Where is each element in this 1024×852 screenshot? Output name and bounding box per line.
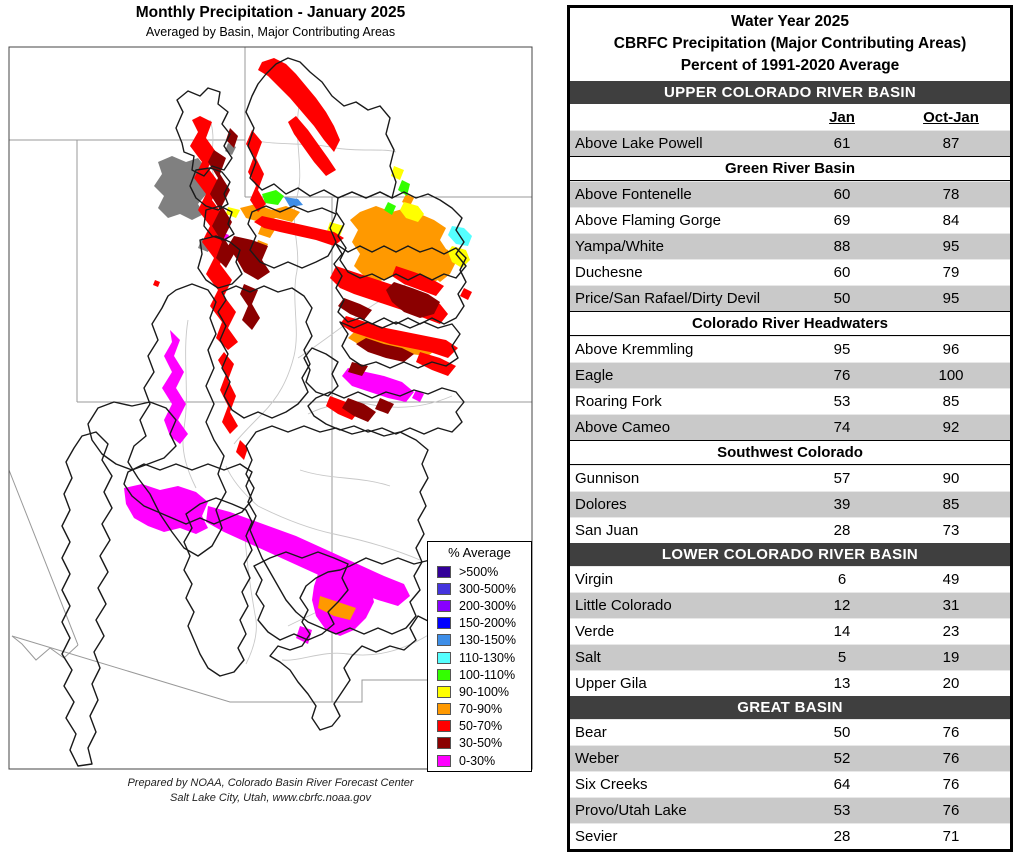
legend-swatch — [437, 755, 451, 767]
oct-jan-value: 100 — [938, 367, 964, 384]
basin-label: Eagle — [575, 367, 614, 384]
legend-label: 90-100% — [459, 684, 510, 699]
legend-item — [428, 649, 531, 666]
table-row — [570, 823, 1010, 849]
jan-value: 53 — [833, 802, 851, 819]
jan-value: 28 — [833, 828, 851, 845]
oct-jan-value: 85 — [942, 496, 960, 513]
jan-value: 61 — [833, 135, 851, 152]
jan-value: 12 — [833, 597, 851, 614]
legend-item — [428, 597, 531, 614]
basin-label: Weber — [575, 750, 619, 767]
legend-item — [428, 666, 531, 683]
legend-label: 100-110% — [459, 667, 516, 682]
legend-item — [428, 580, 531, 597]
table-row — [570, 181, 1010, 207]
legend-swatch — [437, 566, 451, 578]
jan-value: 95 — [833, 341, 851, 358]
table-row — [570, 566, 1010, 592]
table-row — [570, 285, 1010, 311]
jan-value: 64 — [833, 776, 851, 793]
oct-jan-value: 20 — [942, 675, 960, 692]
oct-jan-value: 95 — [942, 290, 960, 307]
table-row — [570, 336, 1010, 362]
legend-swatch — [437, 634, 451, 646]
jan-value: 88 — [833, 238, 851, 255]
oct-jan-value: 76 — [942, 724, 960, 741]
table-row — [570, 517, 1010, 543]
basin-label: Above Kremmling — [575, 341, 694, 358]
jan-value: 53 — [833, 393, 851, 410]
oct-jan-value: 19 — [942, 649, 960, 666]
legend-label: 110-130% — [459, 650, 516, 665]
jan-value: 50 — [833, 290, 851, 307]
oct-jan-value: 76 — [942, 802, 960, 819]
legend-swatch — [437, 686, 451, 698]
oct-jan-value: 79 — [942, 264, 960, 281]
map-subtitle: Averaged by Basin, Major Contributing Areas — [145, 25, 396, 39]
legend-label: 130-150% — [459, 633, 516, 648]
table-title — [570, 8, 1010, 81]
legend-label: 70-90% — [459, 702, 503, 717]
legend-label: 300-500% — [459, 581, 516, 596]
jan-value: 39 — [833, 496, 851, 513]
table-row — [570, 719, 1010, 745]
oct-jan-value: 49 — [942, 571, 960, 588]
map-footer-line2: Salt Lake City, Utah, www.cbrfc.noaa.gov — [170, 792, 371, 804]
basin-label: Above Lake Powell — [575, 135, 703, 152]
basin-label: Upper Gila — [575, 675, 647, 692]
basin-label: Bear — [575, 724, 607, 741]
oct-jan-value: 87 — [942, 135, 960, 152]
oct-jan-value: 92 — [942, 419, 960, 436]
legend-item — [428, 718, 531, 735]
legend-swatch — [437, 720, 451, 732]
table-row — [570, 797, 1010, 823]
basin-label: Yampa/White — [575, 238, 664, 255]
table-title-line1: Water Year 2025 — [730, 13, 850, 30]
legend-swatch — [437, 652, 451, 664]
precipitation-table — [567, 5, 1013, 852]
table-title-line3: Percent of 1991-2020 Average — [680, 57, 900, 74]
legend-label: 150-200% — [459, 616, 516, 631]
legend-label: 50-70% — [459, 719, 503, 734]
section-header-southwest-colorado: Southwest Colorado — [570, 440, 1010, 465]
legend-item — [428, 632, 531, 649]
section-band-upper-colorado: UPPER COLORADO RIVER BASIN — [570, 81, 1010, 104]
legend-swatch — [437, 600, 451, 612]
basin-label: Gunnison — [575, 470, 640, 487]
oct-jan-value: 31 — [942, 597, 960, 614]
basin-label: Salt — [575, 649, 601, 666]
jan-value: 14 — [833, 623, 851, 640]
basin-label: Price/San Rafael/Dirty Devil — [575, 290, 761, 307]
legend-label: 0-30% — [459, 753, 496, 768]
jan-value: 13 — [833, 675, 851, 692]
map-title: Monthly Precipitation - January 2025 — [135, 4, 406, 21]
legend-item — [428, 752, 531, 769]
legend-label: 200-300% — [459, 598, 516, 613]
table-row — [570, 207, 1010, 233]
basin-label: Verde — [575, 623, 615, 640]
basin-label: Duchesne — [575, 264, 643, 281]
jan-value: 6 — [837, 571, 847, 588]
basin-label: Above Fontenelle — [575, 186, 692, 203]
table-row — [570, 130, 1010, 156]
table-row — [570, 644, 1010, 670]
section-band-great-basin: GREAT BASIN — [570, 696, 1010, 719]
legend-item — [428, 563, 531, 580]
basin-label: Little Colorado — [575, 597, 672, 614]
column-header-row — [570, 104, 1010, 130]
legend-title: % Average — [448, 545, 511, 560]
oct-jan-value: 84 — [942, 212, 960, 229]
basin-label: Sevier — [575, 828, 618, 845]
oct-jan-value: 73 — [942, 522, 960, 539]
basin-label: Above Flaming Gorge — [575, 212, 721, 229]
table-row — [570, 745, 1010, 771]
legend-label: 30-50% — [459, 736, 503, 751]
table-row — [570, 259, 1010, 285]
jan-value: 76 — [833, 367, 851, 384]
section-band-lower-colorado: LOWER COLORADO RIVER BASIN — [570, 543, 1010, 566]
legend-swatch — [437, 617, 451, 629]
legend-swatch — [437, 703, 451, 715]
column-header-jan: Jan — [829, 108, 855, 126]
jan-value: 57 — [833, 470, 851, 487]
oct-jan-value: 96 — [942, 341, 960, 358]
jan-value: 69 — [833, 212, 851, 229]
table-row — [570, 465, 1010, 491]
jan-value: 52 — [833, 750, 851, 767]
basin-label: Roaring Fork — [575, 393, 662, 410]
table-row — [570, 388, 1010, 414]
jan-value: 60 — [833, 186, 851, 203]
oct-jan-value: 78 — [942, 186, 960, 203]
basin-label: San Juan — [575, 522, 639, 539]
table-row — [570, 592, 1010, 618]
jan-value: 5 — [837, 649, 847, 666]
oct-jan-value: 76 — [942, 750, 960, 767]
table-row — [570, 618, 1010, 644]
legend-item — [428, 683, 531, 700]
jan-value: 28 — [833, 522, 851, 539]
jan-value: 74 — [833, 419, 851, 436]
oct-jan-value: 90 — [942, 470, 960, 487]
legend-label: >500% — [459, 564, 499, 579]
legend-item — [428, 735, 531, 752]
section-header-green-river: Green River Basin — [570, 156, 1010, 181]
map-footer-line1: Prepared by NOAA, Colorado Basin River Forecast Center — [127, 777, 414, 789]
basin-label: Dolores — [575, 496, 627, 513]
oct-jan-value: 23 — [942, 623, 960, 640]
legend-swatch — [437, 737, 451, 749]
oct-jan-value: 71 — [942, 828, 960, 845]
oct-jan-value: 76 — [942, 776, 960, 793]
basin-label: Above Cameo — [575, 419, 671, 436]
jan-value: 60 — [833, 264, 851, 281]
legend-item — [428, 615, 531, 632]
table-row — [570, 233, 1010, 259]
table-row — [570, 771, 1010, 797]
oct-jan-value: 95 — [942, 238, 960, 255]
legend-swatch — [437, 669, 451, 681]
basin-label: Virgin — [575, 571, 614, 588]
table-row — [570, 362, 1010, 388]
table-row — [570, 491, 1010, 517]
column-header-oct-jan: Oct-Jan — [923, 108, 979, 126]
table-title-line2: CBRFC Precipitation (Major Contributing Areas) — [613, 35, 967, 52]
basin-label: Provo/Utah Lake — [575, 802, 687, 819]
map-legend — [427, 541, 532, 772]
basin-label: Six Creeks — [575, 776, 648, 793]
table-row — [570, 670, 1010, 696]
oct-jan-value: 85 — [942, 393, 960, 410]
jan-value: 50 — [833, 724, 851, 741]
table-row — [570, 414, 1010, 440]
section-header-colorado-headwaters: Colorado River Headwaters — [570, 311, 1010, 336]
legend-swatch — [437, 583, 451, 595]
legend-item — [428, 701, 531, 718]
